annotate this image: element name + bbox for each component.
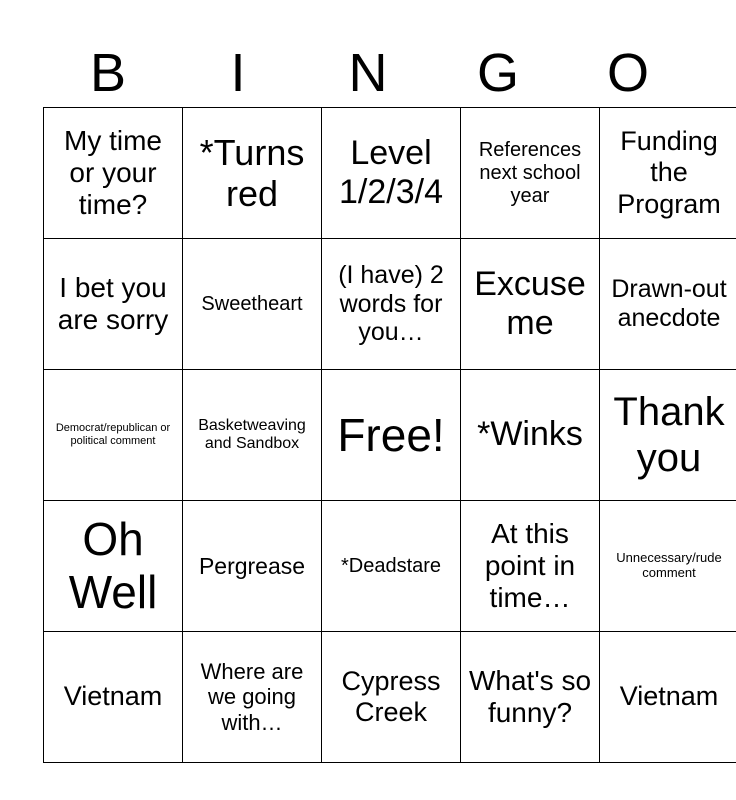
bingo-board [43, 107, 736, 763]
bingo-cell[interactable]: Level 1/2/3/4 [322, 108, 461, 239]
bingo-cell[interactable]: Cypress Creek [322, 632, 461, 763]
bingo-cell[interactable]: Vietnam [600, 632, 736, 763]
board-row [44, 239, 736, 370]
board-row [44, 370, 736, 501]
bingo-cell[interactable]: Oh Well [44, 501, 183, 632]
board-row [44, 501, 736, 632]
free-space-cell[interactable]: Free! [322, 370, 461, 501]
bingo-cell[interactable]: At this point in time… [461, 501, 600, 632]
bingo-cell[interactable]: Where are we going with… [183, 632, 322, 763]
bingo-cell[interactable]: (I have) 2 words for you… [322, 239, 461, 370]
bingo-cell[interactable]: *Winks [461, 370, 600, 501]
bingo-cell[interactable]: Pergrease [183, 501, 322, 632]
board-row [44, 632, 736, 763]
bingo-cell[interactable]: Sweetheart [183, 239, 322, 370]
bingo-cell[interactable]: I bet you are sorry [44, 239, 183, 370]
header-letter-n: N [348, 43, 388, 103]
header-letter-g: G [476, 43, 519, 103]
bingo-header [43, 38, 693, 108]
bingo-cell[interactable]: Basketweaving and Sandbox [183, 370, 322, 501]
bingo-cell[interactable]: Excuse me [461, 239, 600, 370]
header-letter-i: I [230, 43, 246, 103]
bingo-cell[interactable]: *Deadstare [322, 501, 461, 632]
bingo-cell[interactable]: What's so funny? [461, 632, 600, 763]
board-row [44, 108, 736, 239]
bingo-cell[interactable]: Funding the Program [600, 108, 736, 239]
header-letter-b: B [89, 43, 127, 103]
bingo-cell[interactable]: *Turns red [183, 108, 322, 239]
bingo-cell[interactable]: Unnecessary/rude comment [600, 501, 736, 632]
header-letter-o: O [606, 43, 649, 103]
bingo-cell[interactable]: Thank you [600, 370, 736, 501]
bingo-cell[interactable]: Democrat/republican or political comment [44, 370, 183, 501]
bingo-cell[interactable]: Drawn-out anecdote [600, 239, 736, 370]
bingo-cell[interactable]: My time or your time? [44, 108, 183, 239]
bingo-cell[interactable]: Vietnam [44, 632, 183, 763]
bingo-cell[interactable]: References next school year [461, 108, 600, 239]
